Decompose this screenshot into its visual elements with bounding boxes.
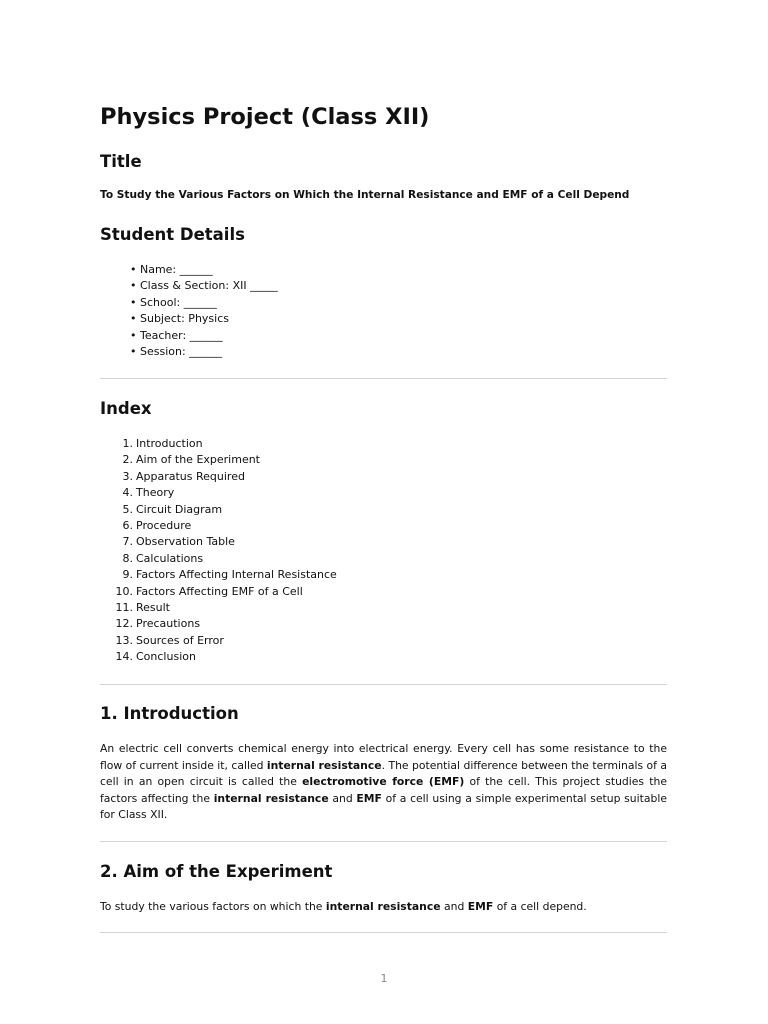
list-item: • Teacher: ______ xyxy=(130,328,223,342)
item-number: 2. xyxy=(122,453,133,467)
list-item xyxy=(100,518,337,534)
text-run: and xyxy=(328,791,357,805)
list-item xyxy=(100,616,337,632)
bold-term: EMF xyxy=(356,791,382,805)
section-divider xyxy=(100,841,667,842)
item-label: Calculations xyxy=(136,551,204,565)
item-label: Aim of the Experiment xyxy=(136,453,260,467)
list-item xyxy=(100,600,337,616)
text-run: of the cell. This project studies the factors affecting the xyxy=(100,775,667,805)
index-list xyxy=(100,436,337,666)
list-item xyxy=(100,584,337,600)
item-label: Observation Table xyxy=(136,535,235,549)
item-number: 12. xyxy=(115,617,133,631)
item-number: 6. xyxy=(122,519,133,533)
list-item xyxy=(100,469,337,485)
item-number: 11. xyxy=(115,601,133,615)
item-label: Circuit Diagram xyxy=(136,502,223,516)
item-number: 7. xyxy=(122,535,133,549)
item-label: Sources of Error xyxy=(136,633,224,647)
text-run: An electric cell converts chemical energy into electrical energy. Every cell has some resistance to the flow of current inside it, called xyxy=(100,742,667,772)
item-number: 3. xyxy=(122,469,133,483)
text-run: . The potential difference between the terminals of a cell in an open circuit is called the xyxy=(100,758,668,788)
item-number: 8. xyxy=(122,551,133,565)
item-number: 9. xyxy=(122,568,133,582)
page-number: 1 xyxy=(380,972,388,985)
item-label: Apparatus Required xyxy=(136,469,245,483)
list-item: • Subject: Physics xyxy=(130,312,229,326)
list-item xyxy=(100,436,337,452)
list-item: • School: ______ xyxy=(130,295,217,309)
item-label: Procedure xyxy=(136,519,192,533)
text-run: of a cell depend. xyxy=(493,900,587,913)
list-item: • Name: ______ xyxy=(130,263,213,276)
bold-term: internal resistance xyxy=(266,758,382,772)
list-item xyxy=(100,534,337,550)
item-label: Factors Affecting Internal Resistance xyxy=(136,568,337,582)
section-divider xyxy=(100,932,667,933)
item-label: Conclusion xyxy=(136,650,196,664)
introduction-heading: 1. Introduction xyxy=(100,704,239,723)
introduction-paragraph xyxy=(100,741,667,824)
project-title-text: To Study the Various Factors on Which the Internal Resistance and EMF of a Cell Depend xyxy=(100,189,630,201)
document-title: Physics Project (Class XII) xyxy=(100,104,430,130)
list-item xyxy=(100,551,337,567)
index-heading: Index xyxy=(100,399,152,418)
item-label: Result xyxy=(136,601,170,615)
item-number: 4. xyxy=(122,486,133,500)
student-details-heading: Student Details xyxy=(100,225,245,244)
item-number: 1. xyxy=(122,437,133,450)
bold-term: EMF xyxy=(467,900,494,913)
item-label: Factors Affecting EMF of a Cell xyxy=(136,584,303,598)
list-item xyxy=(100,567,337,583)
list-item xyxy=(100,633,337,649)
list-item: • Class & Section: XII _____ xyxy=(130,279,278,293)
text-run: and xyxy=(440,900,468,913)
item-number: 5. xyxy=(122,502,133,516)
aim-paragraph xyxy=(100,899,667,916)
title-heading: Title xyxy=(100,152,142,171)
item-number: 14. xyxy=(115,650,133,664)
item-number: 10. xyxy=(115,584,133,598)
list-item: • Session: ______ xyxy=(130,345,223,359)
section-divider xyxy=(100,378,667,379)
bold-term: internal resistance xyxy=(325,900,441,913)
item-label: Precautions xyxy=(136,617,201,631)
bold-term: internal resistance xyxy=(213,791,329,805)
text-run: of a cell using a simple experimental setup suitable for Class XII. xyxy=(100,791,667,821)
list-item xyxy=(100,502,337,518)
bold-term: electromotive force (EMF) xyxy=(302,775,465,788)
list-item xyxy=(100,649,337,665)
item-number: 13. xyxy=(115,633,133,647)
item-label: Introduction xyxy=(136,437,203,450)
text-run: To study the various factors on which the xyxy=(100,900,326,913)
section-divider xyxy=(100,684,667,685)
list-item xyxy=(100,452,337,468)
item-label: Theory xyxy=(136,486,175,500)
aim-heading: 2. Aim of the Experiment xyxy=(100,862,333,881)
student-details-list xyxy=(130,262,278,360)
list-item xyxy=(100,485,337,501)
